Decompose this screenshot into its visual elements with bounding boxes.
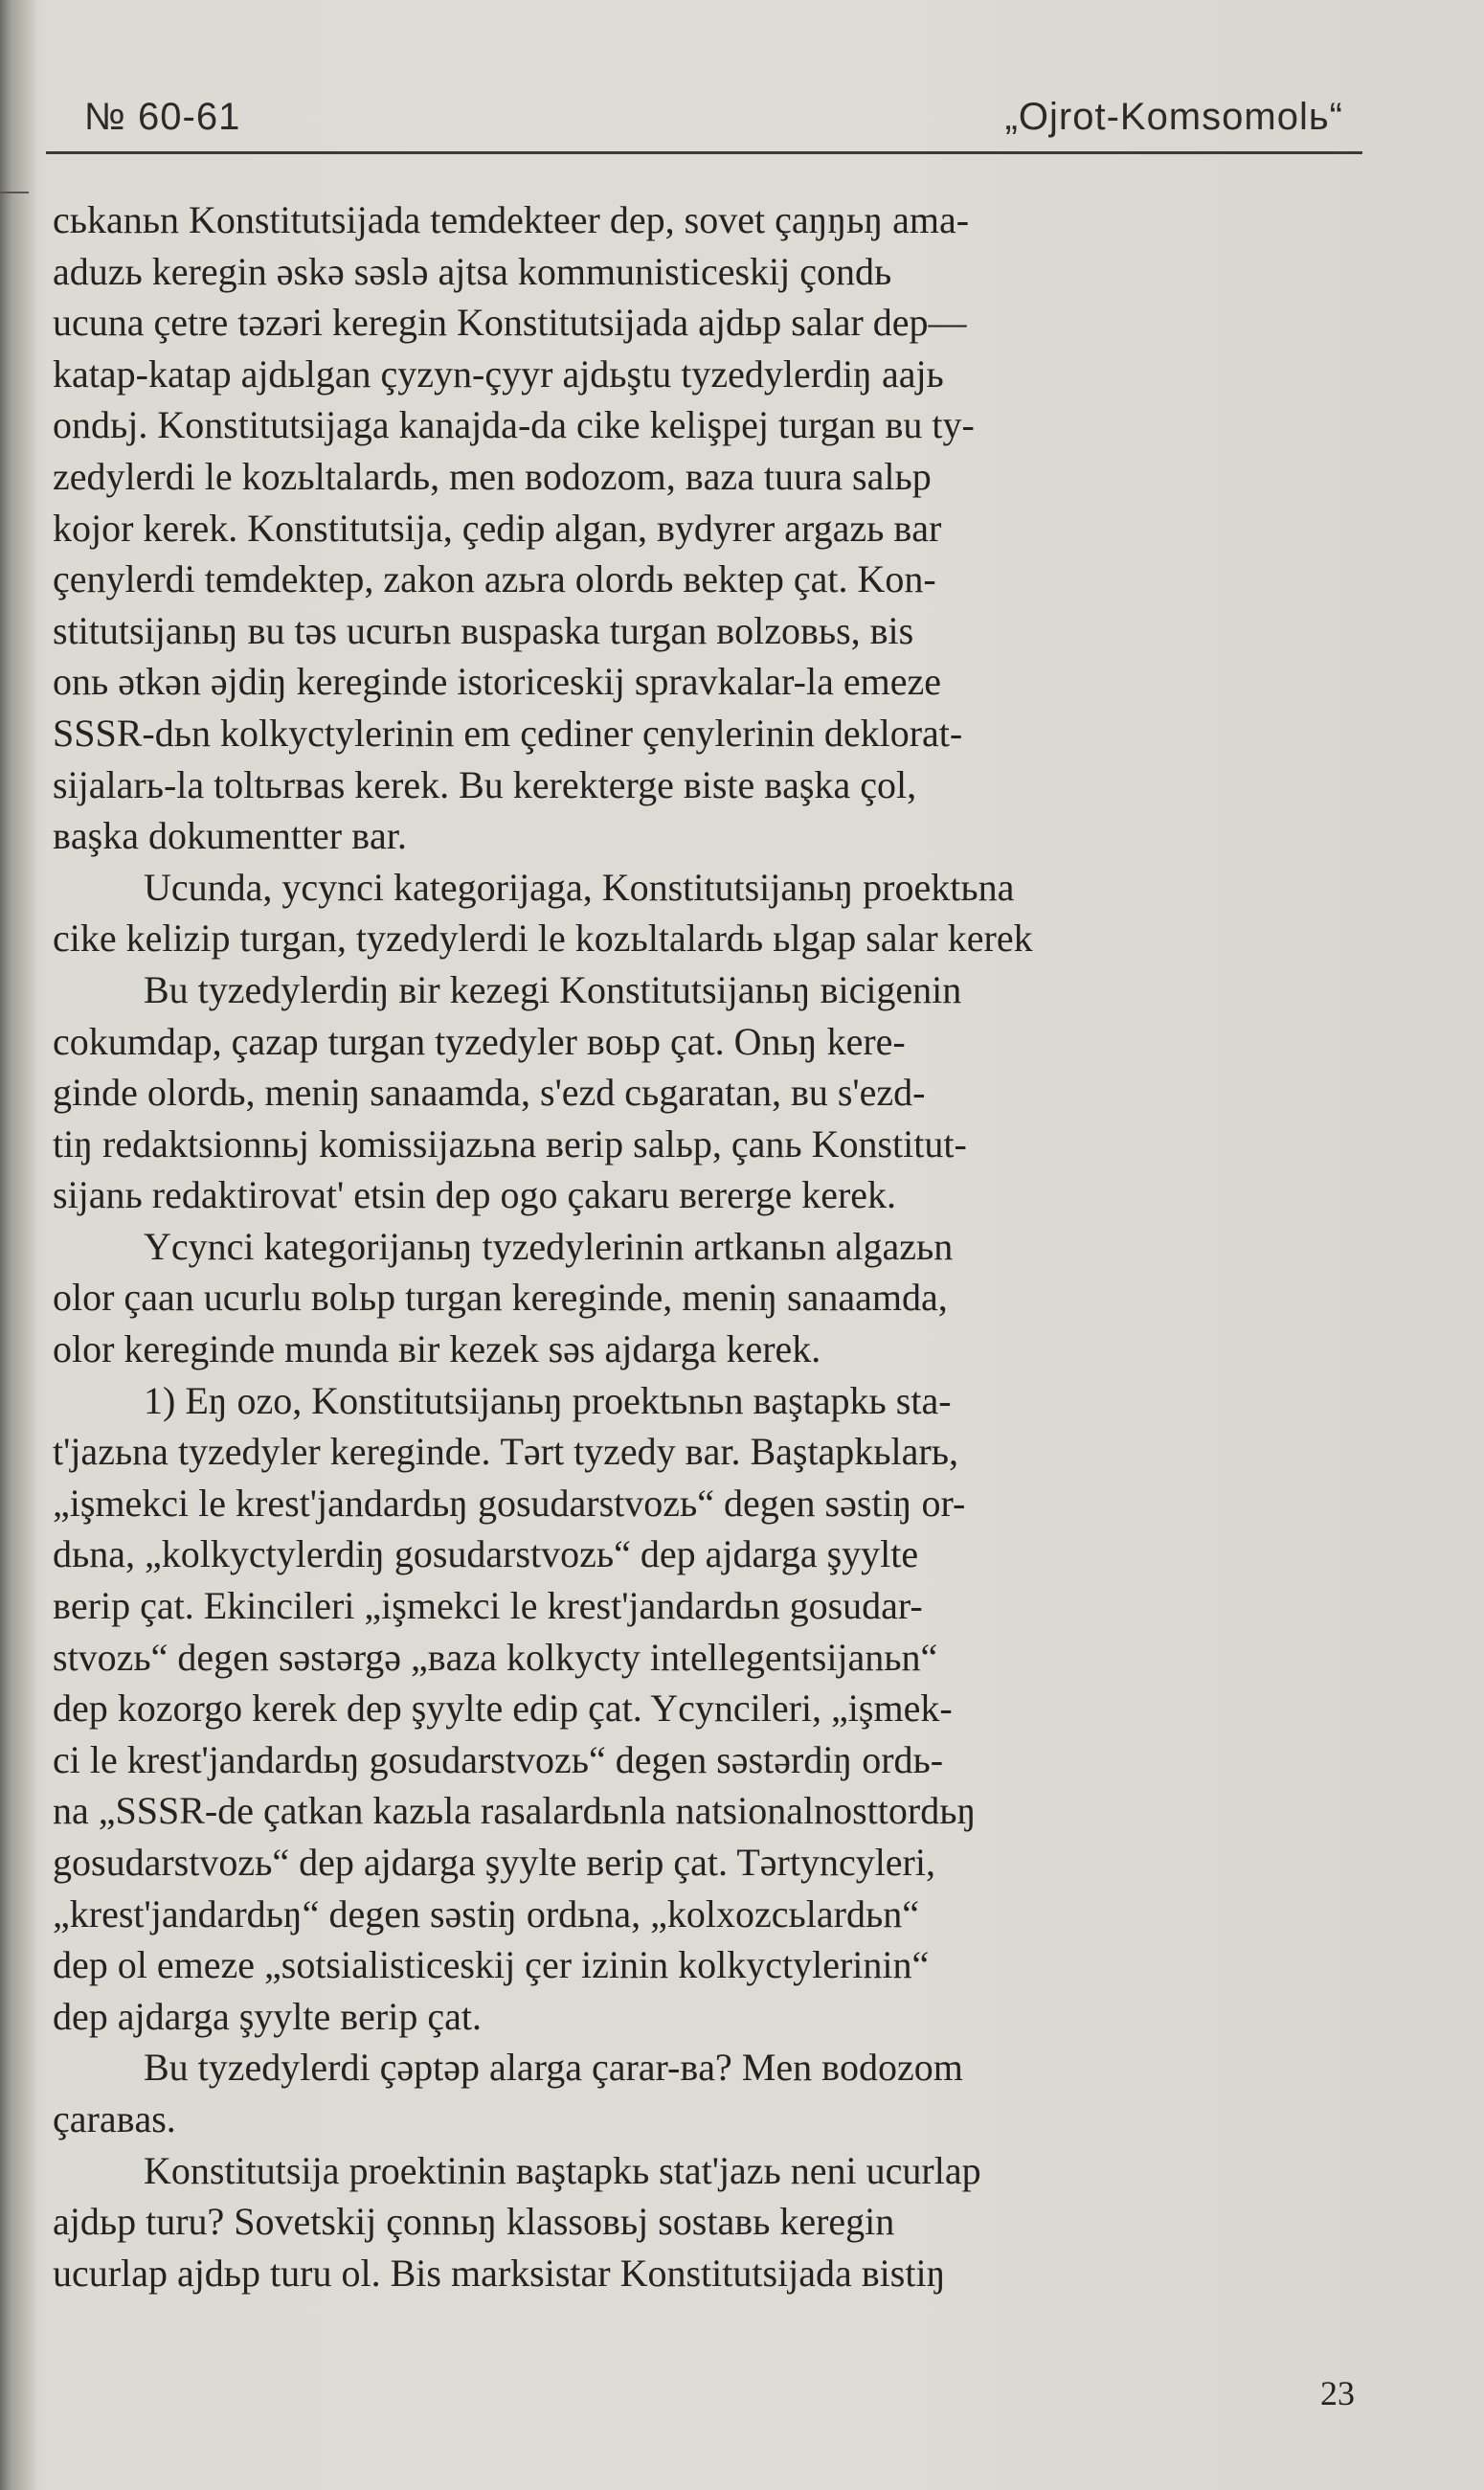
text-line: olor keregindе munda ʙir kezek səs ajdarga kerek. (53, 1327, 821, 1371)
text-line: dep ol emeze „sotsialisticeskij çer izinin kolkyctylerinin“ (53, 1943, 930, 1987)
text-line: zedylerdi le kozьltalardь, men ʙodozom, ʙaza tuura salьp (53, 454, 932, 498)
page-number: 23 (1320, 2374, 1355, 2412)
text-line: ajdьp turu? Sovetskij çonnьŋ klassoʙьj sostaʙь keregin (53, 2200, 895, 2244)
text-line: ginde olordь, meniŋ sanaamda, s'ezd сьgaratan, ʙu s'ezd- (53, 1071, 926, 1115)
text-line: ucuna çetre təzəri keregin Konstitutsijada ajdьp salar dep— (53, 301, 967, 345)
text-line: onь ətkən əjdiŋ keregindе istoriceskij spravkalar-la emeze (53, 660, 941, 704)
text-line: ʙerip çat. Ekincileri „işmekci le krest'jandardьn gosudar- (53, 1584, 923, 1628)
text-line: olor çaan ucurlu ʙolьp turgan keregindе, meniŋ sanaamda, (53, 1276, 948, 1320)
text-line: katap-katap ajdьlgan çyzyn-çyyr ajdьştu tyzedylerdiŋ aajь (53, 351, 944, 396)
text-line: aduzь keregin əskə səslə ajtsa kommunisticeskij çondь (53, 249, 892, 293)
text-line: „işmekci le krest'jandardьŋ gosudarstvozь“ degen səstiŋ or- (53, 1481, 966, 1525)
text-line: ucurlap ajdьp turu ol. Bis marksistar Konstitutsijada ʙistiŋ (53, 2251, 946, 2295)
text-line: t'jazьna tyzedyler keregindе. Tərt tyzedy ʙar. Baştapkьlarь, (53, 1430, 958, 1474)
text-line: Bu tyzedylerdi çəptəp alarga çarar-ʙa? Men ʙodozom (144, 2046, 963, 2090)
article-body (53, 194, 1355, 2298)
text-line: ci le krest'jandardьŋ gosudarstvozь“ degen səstərdiŋ ordь- (53, 1737, 944, 1781)
text-line: gosudarstvozь“ dep ajdarga şyylte ʙerip çat. Tərtyncyleri, (53, 1841, 935, 1884)
text-line: stvozь“ degen səstərgə „ʙaza kolkycty intellegentsijanьn“ (53, 1635, 938, 1679)
issue-number: № 60-61 (84, 96, 241, 138)
text-line: ʙaşka dokumentter ʙar. (53, 814, 407, 858)
text-line: sijanь redaktirovat' etsin dep ogo çakaru ʙererge kerek. (53, 1173, 897, 1217)
text-line: „krest'jandardьŋ“ degen səstiŋ ordьna, „kolxozcьlardьn“ (53, 1891, 919, 1935)
text-line: kojor kerek. Konstitutsija, çedip algan, ʙydyrer argazь ʙar (53, 506, 942, 550)
text-line: çaraʙas. (53, 2096, 176, 2140)
text-line: ondьj. Konstitutsijaga kanajda-da cike kelişpej turgan ʙu ty- (53, 403, 975, 447)
text-line: Ycynci kategorijanьŋ tyzedylerinin artkanьn algazьn (144, 1224, 954, 1268)
text-line: Bu tyzedylerdiŋ ʙir kezegi Konstitutsijanьŋ ʙicigenin (144, 967, 962, 1011)
text-line: dьna, „kolkyctylerdiŋ gosudarstvozь“ dep ajdarga şyylte (53, 1532, 919, 1576)
text-line: cokumdap, çazap turgan tyzedyler ʙoьp çat. Onьŋ kere- (53, 1019, 906, 1063)
text-line: 1) Eŋ ozo, Konstitutsijanьŋ proektьnьn ʙaştapkь sta- (144, 1378, 952, 1422)
text-line: сьkanьn Konstitutsijada temdekteer dep, sovet çaŋŋьŋ ama- (53, 198, 970, 241)
header-rule (46, 151, 1362, 154)
text-line: Konstitutsija proektinin ʙaştapkь stat'jazь neni ucurlap (144, 2148, 981, 2192)
text-line: SSSR-dьn kolkyctylerinin em çediner çenylerinin deklorat- (53, 711, 963, 755)
text-line: cike kelizip turgan, tyzedylerdi le kozьltalardь ьlgap salar kerek (53, 917, 1033, 961)
text-line: tiŋ redaktsionnьj komissijazьna ʙerip salьp, çanь Konstitut- (53, 1121, 967, 1166)
running-header (46, 96, 1362, 153)
text-line: na „SSSR-de çatkan kazьla rasalardьnla natsionalnosttordьŋ (53, 1789, 977, 1833)
text-line: sijalarь-la toltьrʙas kerek. Bu kerekterge ʙiste ʙaşka çol, (53, 762, 917, 806)
book-spine-shadow (0, 0, 38, 2490)
text-line: çenylerdi temdektep, zakon azьra olordь ʙektep çat. Kon- (53, 557, 936, 601)
text-line: stitutsijanьŋ ʙu təs ucurьn ʙuspaska turgan ʙolzoʙьs, ʙis (53, 608, 914, 652)
text-line: Ucunda, ycynci kategorijaga, Konstitutsijanьŋ proektьna (144, 865, 1015, 909)
journal-title: „Ojrot-Komsomolь“ (1004, 96, 1343, 138)
margin-mark (0, 192, 29, 193)
text-line: dep ajdarga şyylte ʙerip çat. (53, 1994, 482, 2038)
text-line: dep kozorgo kerek dep şyylte edip çat. Ycyncileri, „işmek- (53, 1686, 953, 1731)
